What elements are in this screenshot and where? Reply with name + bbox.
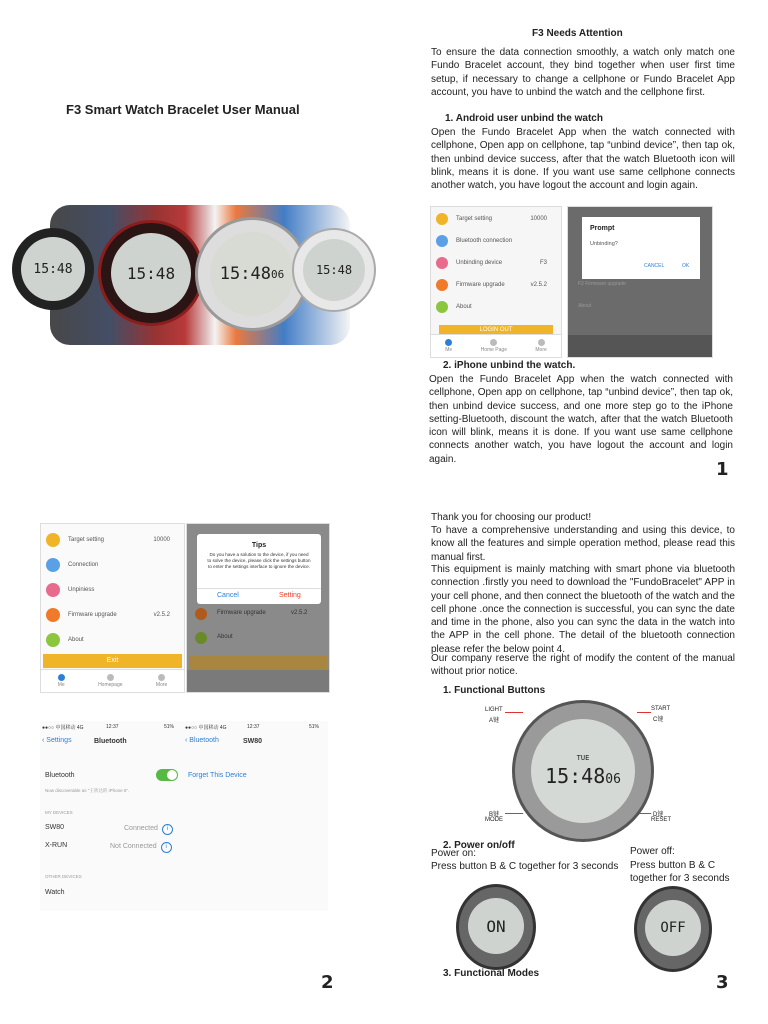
tips-text: Do you have a solution to the device, if you need to solve the device, please click the settings button to enter the settings interface to ignore the device.: [207, 552, 311, 569]
bluetooth-back-link: ‹ Bluetooth: [185, 737, 219, 744]
android-paragraph: Open the Fundo Bracelet App when the watch connected with cellphone, Open app on cellphone, tap “unbind device”, then tap ok, then unbind device success, after that the watch Bluetooth icon will blink, means it is done. If you want use same cellphone connects another watch, you have logout the account and login again.: [431, 127, 735, 192]
prompt-bg-about: About: [578, 303, 592, 309]
about-icon: [46, 633, 60, 647]
bluetooth-icon: [46, 558, 60, 572]
menu-row-bluetooth: Bluetooth connection: [431, 229, 561, 253]
watch-day: TUE: [576, 754, 590, 762]
status-battery: 51%: [309, 724, 320, 730]
status-time: 12:37: [106, 724, 119, 730]
bluetooth-paragraph: This equipment is mainly matching with smart phone via bluetooth connection .firstly you need to download the "FundoBracelet" APP in your cell phone, and then connect the bluetooth of the watch and the cell phone .once the connection is successful, you can sync the date and time in the phone, also you can sync the data in the watch into the APP in the cell phone. The detail of the bluetooth connection please refer the below point 4.: [431, 564, 735, 655]
status-carrier: ●●○○ 中国移动 4G: [42, 725, 84, 731]
page-number-3: 3: [716, 972, 729, 993]
info-icon: i: [162, 824, 173, 835]
more-icon: [538, 339, 545, 346]
bluetooth-row-label: Bluetooth: [45, 772, 75, 779]
menu-row-firmware-upgrade: Firmware upgrade v2.5.2: [41, 603, 184, 627]
menu-row-about: About: [431, 295, 561, 319]
me-icon: [58, 674, 65, 681]
tips-bg-firmware: Firmware upgrade: [217, 610, 266, 616]
bluetooth-icon: [436, 235, 448, 247]
watch-diagram: [512, 700, 654, 842]
tips-dialog: [197, 534, 321, 604]
unbind-icon: [46, 583, 60, 597]
device-name-sw80: SW80: [45, 824, 65, 831]
tips-bg-exit: [189, 656, 327, 670]
functional-modes-heading: 3. Functional Modes: [443, 968, 540, 979]
intro-paragraph: To ensure the data connection smoothly, a watch only match one Fundo Bracelet account, they bind together when user first time setup, if necessary to change a cellphone or Fundo Bracelet App account, you have to unbind the watch and the cellphone first.: [431, 47, 735, 98]
device-name-xrun: X-RUN: [45, 842, 68, 849]
prompt-dialog: [582, 217, 700, 279]
label-start: START: [651, 706, 671, 712]
manual-title: F3 Smart Watch Bracelet User Manual: [66, 102, 300, 117]
target-icon: [46, 533, 60, 547]
firmware-icon: [195, 608, 207, 620]
status-carrier: ●●○○ 中国移动 4G: [185, 725, 227, 731]
unbind-icon: [436, 257, 448, 269]
on-display: ON: [468, 898, 524, 954]
device-status-xrun: Not Connected i: [110, 842, 172, 853]
label-c-key: C键: [653, 717, 664, 723]
watch-face-3: 15:48 06: [210, 232, 294, 316]
android-app-screenshot: [430, 206, 562, 358]
watch-off-diagram: [634, 886, 712, 972]
nav-title: Bluetooth: [94, 738, 127, 745]
power-off-label: Power off:: [630, 846, 675, 857]
label-d-key: D键: [653, 812, 664, 818]
android-prompt-screenshot: [567, 206, 713, 358]
section-title: F3 Needs Attention: [532, 28, 623, 39]
label-b-key: B键: [489, 812, 500, 818]
functional-buttons-heading: 1. Functional Buttons: [443, 685, 546, 696]
menu-row-unpiniess: Unpiniess: [41, 578, 184, 602]
home-icon: [490, 339, 497, 346]
watch-on-diagram: [456, 884, 536, 970]
prompt-title: Prompt: [590, 225, 615, 232]
menu-row-target-setting: Target setting 10000: [41, 528, 184, 552]
status-time: 12:37: [247, 724, 260, 730]
page-number-2: 2: [321, 972, 334, 993]
tab-bar: Me Home Page More: [431, 334, 561, 357]
ios-bluetooth-screenshot: [40, 721, 183, 911]
tips-screenshot: [186, 523, 330, 693]
me-icon: [445, 339, 452, 346]
ios-device-screenshot: [183, 721, 328, 911]
tips-bg-about: About: [217, 634, 233, 640]
my-devices-header: MY DEVICES: [45, 810, 73, 815]
menu-row-connection: Connection: [41, 553, 184, 577]
forget-device-button: Forget This Device: [188, 772, 247, 779]
prompt-ok-button: OK: [682, 263, 690, 269]
label-mode: MODE: [485, 817, 503, 823]
android-heading: 1. Android user unbind the watch: [445, 113, 603, 124]
home-icon: [107, 674, 114, 681]
about-icon: [195, 632, 207, 644]
device-status-sw80: Connected i: [124, 824, 173, 835]
other-device-watch: Watch: [45, 889, 65, 896]
watch-lcd: [531, 719, 635, 823]
tips-bg-tabbar: [187, 670, 329, 692]
label-a-key: A键: [489, 718, 500, 724]
more-icon: [158, 674, 165, 681]
exit-button: Exit: [43, 654, 182, 668]
iphone-paragraph: Open the Fundo Bracelet App when the watch connected with cellphone, Open app on cellphone, tap “unbind device”, then tap ok, then unbind device success, and one more step go to the iPhone setting-Bluetooth, discount the watch, after that the watch Bluetooth icon will blink, means it is done. If you want use same cellphone connects another watch, you have logout the account and login again.: [429, 374, 733, 465]
menu-row-target: Target setting 10000: [431, 207, 561, 231]
prompt-bg-tabbar: [568, 335, 712, 357]
menu-row-unbind: Unbinding device F3: [431, 251, 561, 275]
app-menu-screenshot: [40, 523, 185, 693]
menu-row-firmware: Firmware upgrade v2.5.2: [431, 273, 561, 297]
status-battery: 51%: [164, 724, 175, 730]
prompt-cancel-button: CANCEL: [644, 263, 665, 269]
watch-face-4: 15:48: [303, 239, 365, 301]
tips-setting-button: Setting: [279, 592, 301, 599]
firmware-icon: [46, 608, 60, 622]
power-off-text: Press button B & C together for 3 seconds: [630, 860, 730, 884]
nav-title: SW80: [243, 738, 263, 745]
page-number-1: 1: [716, 459, 729, 480]
prompt-text: Unbinding?: [590, 241, 618, 247]
settings-back-link: ‹ Settings: [42, 737, 72, 744]
discoverable-text: Now discoverable as "王欣达的 iPhone 6".: [45, 788, 130, 793]
power-on-label: Power on:: [431, 848, 477, 859]
other-devices-header: OTHER DEVICES: [45, 874, 82, 879]
off-display: OFF: [645, 900, 701, 956]
label-reset: RESET: [651, 817, 672, 823]
power-heading: 2. Power on/off: [443, 840, 515, 851]
tab-bar: Me Homepage More: [41, 669, 184, 692]
iphone-heading: 2. iPhone unbind the watch.: [443, 360, 576, 371]
logout-button: LOGIN OUT: [439, 325, 553, 335]
watch-face-2: 15:48: [111, 233, 191, 313]
intro-paragraph-3: To have a comprehensive understanding and using this device, to know all the features and simple operation method, please read this manual first.: [431, 525, 735, 563]
info-icon: i: [161, 842, 172, 853]
menu-row-about: About: [41, 628, 184, 652]
label-light: LIGHT: [485, 707, 503, 713]
target-icon: [436, 213, 448, 225]
about-icon: [436, 301, 448, 313]
prompt-bg-firmware: F2 Firmware upgrade: [578, 281, 626, 287]
power-on-text: Press button B & C together for 3 seconds: [431, 861, 619, 872]
buttons-diagram: [485, 700, 675, 840]
tips-cancel-button: Cancel: [217, 592, 239, 599]
firmware-icon: [436, 279, 448, 291]
rights-paragraph: Our company reserve the right of modify the content of the manual without prior notice.: [431, 653, 735, 678]
bluetooth-toggle: [156, 769, 178, 781]
tips-bg-version: v2.5.2: [291, 610, 308, 616]
watches-product-image: [10, 200, 370, 350]
thanks-text: Thank you for choosing our product!: [431, 512, 592, 523]
tips-title: Tips: [251, 542, 267, 549]
watch-face-1: 15:48: [21, 237, 85, 301]
watch-time: 15:4806: [545, 764, 621, 788]
